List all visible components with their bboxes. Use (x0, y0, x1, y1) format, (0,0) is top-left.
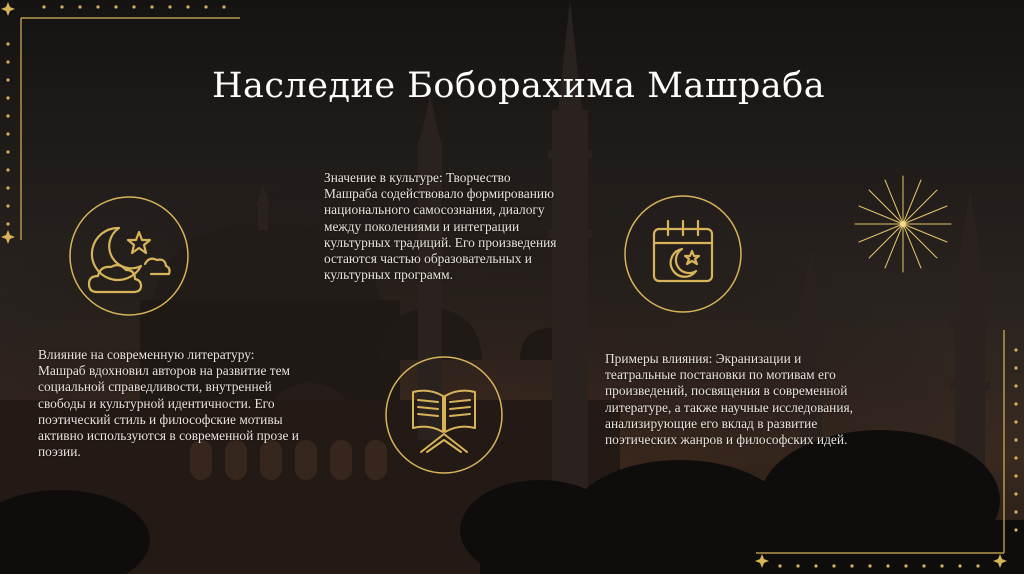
slide-title: Наследие Боборахима Машраба (212, 66, 826, 106)
firework-icon (851, 172, 955, 276)
calendar-moon-star-icon (622, 193, 744, 315)
open-book-icon (383, 354, 505, 476)
influence-examples-text: Примеры влияния: Экранизации и театральные постановки по мотивам его произведений, посвящения в современной литературе, а также научные исследования, анализирующие его вклад в развитие поэтических жанров и философских идей. (605, 351, 854, 448)
culture-significance-text: Значение в культуре: Творчество Машраба содействовало формированию национального самосознания, диалогу между поколениями и интеграции культурных традиций. Его произведения остаются частью образовательных и культурных программ. (324, 170, 557, 283)
moon-stars-clouds-icon (67, 194, 191, 318)
modern-literature-influence-text: Влияние на современную литературу: Машраб вдохновил авторов на развитие тем социальной справедливости, внутренней свободы и культурной идентичности. Его поэтический стиль и философские мотивы активно используются в современной прозе и поэзии. (38, 347, 299, 460)
